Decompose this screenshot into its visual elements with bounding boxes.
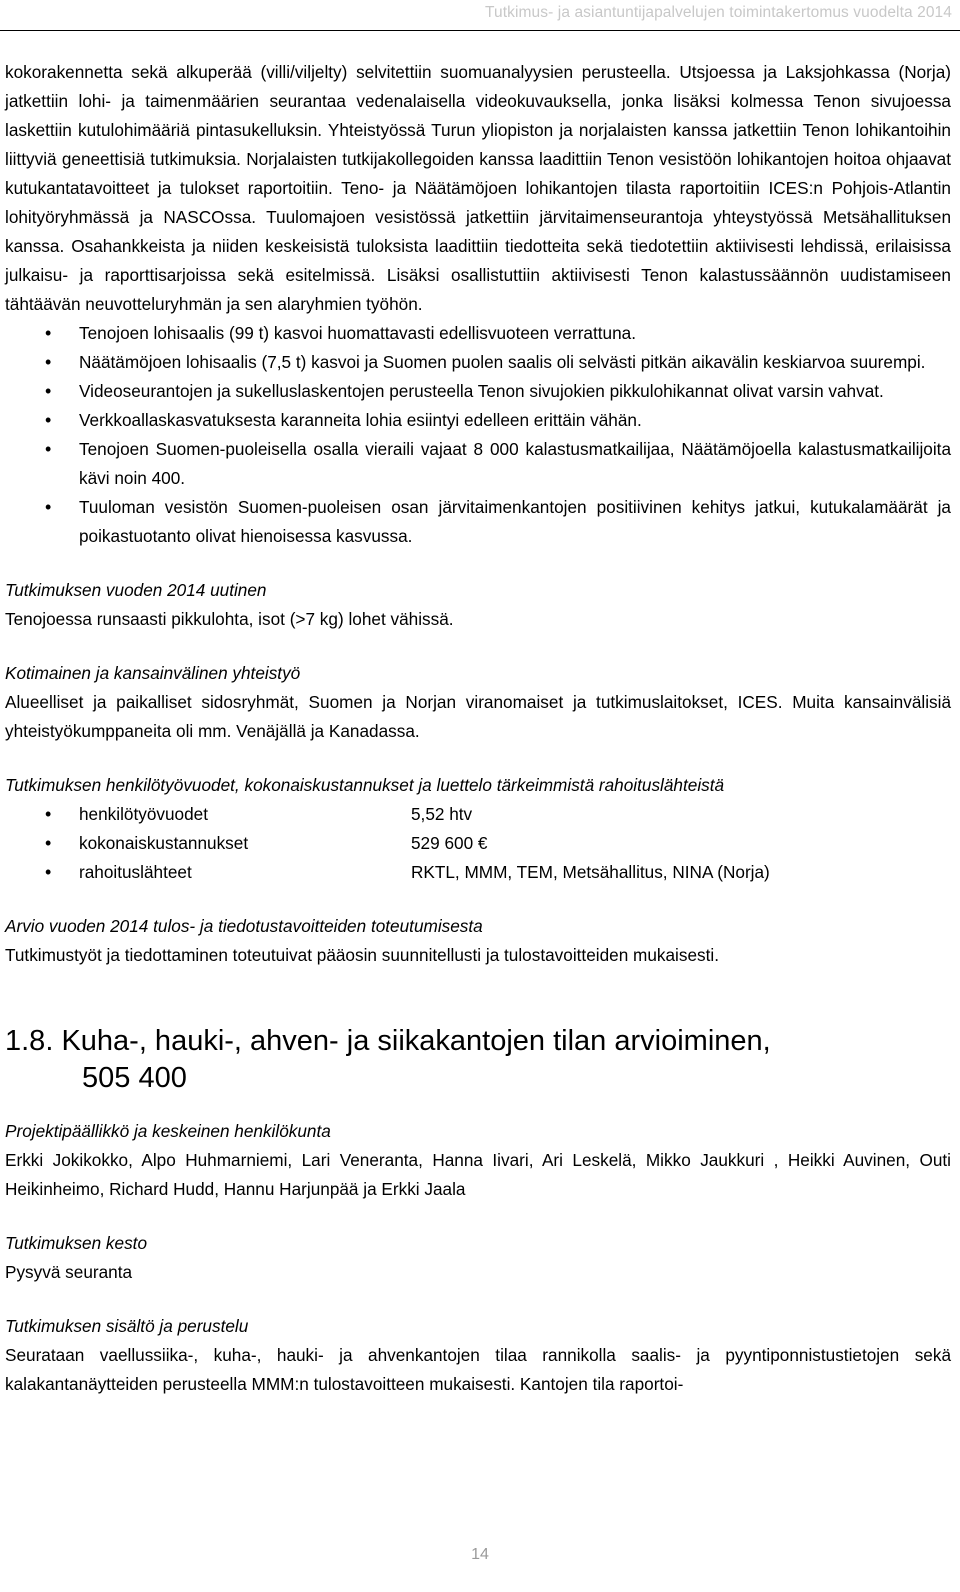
section-name: Kuha-, hauki-, ahven- ja siikakantojen tilan arvioiminen, <box>61 1025 771 1057</box>
staff-heading: Projektipäällikkö ja keskeinen henkilökunta <box>5 1121 331 1141</box>
page-body <box>5 58 951 1399</box>
evaluation-heading: Arvio vuoden 2014 tulos- ja tiedotustavoitteiden toteutumisesta <box>5 916 483 936</box>
news-text: Tenojoessa runsaasti pikkulohta, isot (>7 kg) lohet vähissä. <box>5 609 454 629</box>
section-code: 505 400 <box>82 1062 187 1094</box>
list-item: • Videoseurantojen ja sukelluslaskentojen perusteella Tenon sivujokien pikkulohikannat olivat varsin vahvat. <box>5 377 951 406</box>
list-item <box>5 829 951 858</box>
staff-text: Erkki Jokikokko, Alpo Huhmarniemi, Lari Veneranta, Hanna Iivari, Ari Leskelä, Mikko Jaukkuri , Heikki Auvinen, Outi Heikinheimo, Richard Hudd, Hannu Harjunpää ja Erkki Jaala <box>5 1150 951 1199</box>
duration-text: Pysyvä seuranta <box>5 1262 133 1282</box>
cooperation-text: Alueelliset ja paikalliset sidosryhmät, Suomen ja Norjan viranomaiset ja tutkimuslaitokset, ICES. Muita kansainvälisiä yhteistyökumppaneita oli mm. Venäjällä ja Kanadassa. <box>5 692 951 741</box>
results-list <box>5 319 951 551</box>
resources-list <box>5 800 951 887</box>
intro-paragraph: kokorakennetta sekä alkuperää (villi/viljelty) selvitettiin suomuanalyysien perusteella. Utsjoessa ja Laksjohkassa (Norja) jatkettiin lohi- ja taimenmäärien seurantaa vedenalaisella videokuvauksella, jonka lisäksi kolmessa Tenon sivujoessa laskettiin kutulohimääriä pintasukelluksin. Yhteistyössä Turun yliopiston ja norjalaisten kanssa jatkettiin Tenon lohikantoihin liittyviä geneettisiä tutkimuksia. Norjalaisten tutkijakollegoiden kanssa laadittiin Tenon vesistöön lohikantojen hoitoa ohjaavat kutukantatavoitteet ja tulokset raportoitiin. Teno- ja Näätämöjoen lohikantojen tilasta raportoitiin ICES:n Pohjois-Atlantin lohityöryhmässä ja NASCOssa. Tuulomajoen vesistössä jatkettiin järvitaimenseurantoja yhteystyössä Metsähallituksen kanssa. Osahankkeista ja niiden keskeisistä tuloksista laadittiin tiedotteita sekä tiedotettiin aktiivisesti lehdissä, erilaisissa julkaisu- ja raporttisarjoissa sekä esitelmissä. Lisäksi osallistuttiin aktiivisesti Tenon kalastussäännön uudistamiseen tähtäävän neuvotteluryhmän ja sen alaryhmien työhön. <box>5 62 951 314</box>
list-item <box>5 858 951 887</box>
page-number: 14 <box>471 1546 489 1563</box>
evaluation-text: Tutkimustyöt ja tiedottaminen toteutuivat pääosin suunnitellusti ja tulostavoitteiden mukaisesti. <box>5 945 719 965</box>
content-text: Seurataan vaellussiika-, kuha-, hauki- ja ahvenkantojen tilaa rannikolla saalis- ja pyyntiponnistustietojen sekä kalakantanäytteiden perusteella MMM:n tulostavoitteen mukaisesti. Kantojen tila raportoi- <box>5 1345 951 1394</box>
running-header: Tutkimus- ja asiantuntijapalvelujen toimintakertomus vuodelta 2014 <box>485 4 952 21</box>
news-heading: Tutkimuksen vuoden 2014 uutinen <box>5 580 267 600</box>
resources-heading: Tutkimuksen henkilötyövuodet, kokonaiskustannukset ja luettelo tärkeimmistä rahoituslähteistä <box>5 775 725 795</box>
resource-label: kokonaiskustannukset <box>79 833 249 853</box>
header-divider <box>0 30 960 31</box>
list-item: • Verkkoallaskasvatuksesta karanneita lohia esiintyi edelleen erittäin vähän. <box>5 406 951 435</box>
list-item: • Tuuloman vesistön Suomen-puoleisen osan järvitaimenkantojen positiivinen kehitys jatkui, kutukalamäärät ja poikastuotanto olivat hienoisessa kasvussa. <box>5 493 951 551</box>
list-item: • Näätämöjoen lohisaalis (7,5 t) kasvoi ja Suomen puolen saalis oli selvästi pitkän aikavälin keskiarvoa suurempi. <box>5 348 951 377</box>
duration-heading: Tutkimuksen kesto <box>5 1233 148 1253</box>
list-item: • Tenojoen Suomen-puoleisella osalla vieraili vajaat 8 000 kalastusmatkailijaa, Näätämöjoella kalastusmatkailijoita kävi noin 400. <box>5 435 951 493</box>
section-number: 1.8. <box>5 1025 54 1057</box>
resource-value: 5,52 htv <box>411 804 473 824</box>
resource-value: 529 600 € <box>411 833 488 853</box>
cooperation-heading: Kotimainen ja kansainvälinen yhteistyö <box>5 663 301 683</box>
resource-value: RKTL, MMM, TEM, Metsähallitus, NINA (Norja) <box>411 862 770 882</box>
section-title <box>5 1023 951 1097</box>
list-item <box>5 800 951 829</box>
list-item: • Tenojoen lohisaalis (99 t) kasvoi huomattavasti edellisvuoteen verrattuna. <box>5 319 951 348</box>
resource-label: rahoituslähteet <box>79 862 192 882</box>
resource-label: henkilötyövuodet <box>79 804 208 824</box>
content-heading: Tutkimuksen sisältö ja perustelu <box>5 1316 249 1336</box>
